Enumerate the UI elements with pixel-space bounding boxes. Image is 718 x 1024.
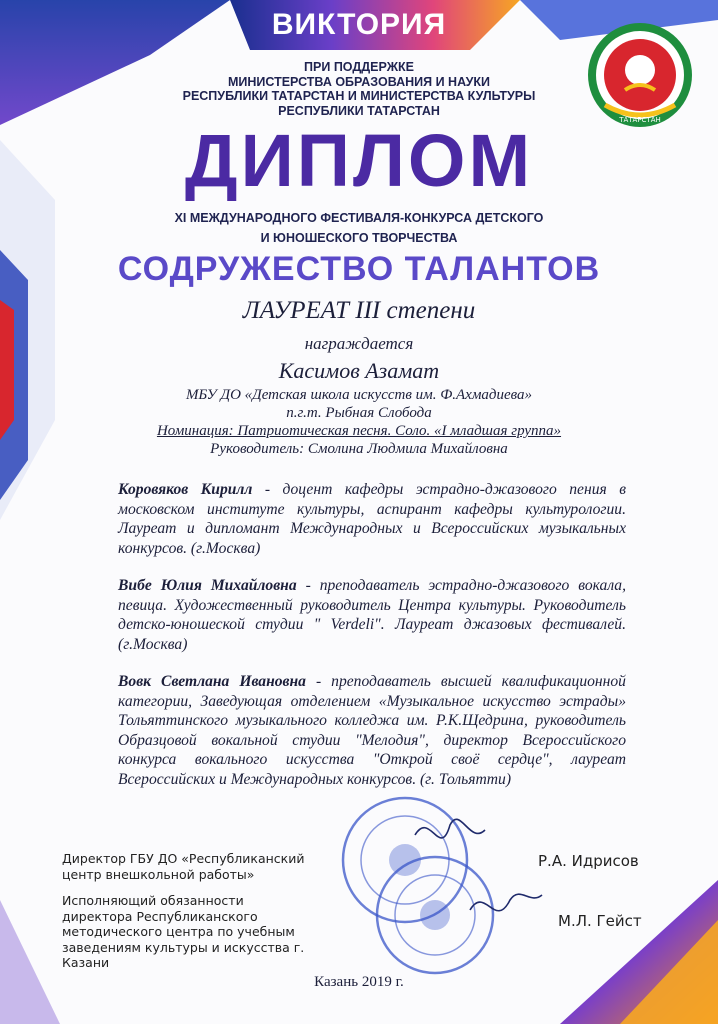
town: п.г.т. Рыбная Слобода — [286, 405, 432, 421]
festival-name: СОДРУЖЕСТВО ТАЛАНТОВ — [117, 250, 601, 288]
festival-line: XI МЕЖДУНАРОДНОГО ФЕСТИВАЛЯ-КОНКУРСА ДЕТСКОГО — [174, 211, 544, 225]
jury-bio: - преподаватель высшей квалификационной категории, Заведующая отделением «Музыкальное искусство эстрады» Тольяттинского музыкального колледжа им. Р.К.Щедрина, руководитель Образцовой вокальной студии "Мелодия", директор Всероссийского конкурса вокального искусства "Открой своё сердце", лауреат Всероссийских и Международных конкурсов. (г. Тольятти) — [118, 673, 626, 788]
diploma-title: ДИПЛОМ — [184, 119, 534, 202]
support-line: РЕСПУБЛИКИ ТАТАРСТАН — [278, 103, 440, 118]
jury-bio: - преподаватель эстрадно-джазового вокала, певица. Художественный руководитель Центра культуры. Руководитель детско-юношеской студии " Verdeli". Лауреат джазовых фестивалей. (г.Москва) — [118, 577, 626, 653]
official-stamps — [320, 790, 550, 980]
place-year: Казань 2019 г. — [314, 974, 404, 990]
support-line: ПРИ ПОДДЕРЖКЕ — [304, 60, 414, 74]
acting-director-name: М.Л. Гейст — [558, 912, 642, 930]
recipient-name: Касимов Азамат — [278, 358, 440, 383]
signature-director — [415, 819, 485, 838]
jury-name: Вовк Светлана Ивановна — [118, 673, 306, 690]
support-line: МИНИСТЕРСТВА ОБРАЗОВАНИЯ И НАУКИ — [227, 74, 491, 89]
teacher: Руководитель: Смолина Людмила Михайловна — [210, 441, 508, 457]
director-title-line: Директор ГБУ ДО «Республиканский — [62, 851, 305, 866]
jury-member — [118, 576, 626, 654]
awarded-label: награждается — [304, 334, 414, 353]
acting-title-line: заведениям культуры и искусства г. Казани — [62, 939, 305, 970]
brand-logo: ВИКТОРИЯ — [271, 8, 447, 41]
acting-director-title — [62, 893, 342, 971]
support-line: РЕСПУБЛИКИ ТАТАРСТАН И МИНИСТЕРСТВА КУЛЬТУРЫ — [182, 89, 536, 103]
jury-bio: - доцент кафедры эстрадно-джазового пения в московском институте культуры, аспирант кафедры культурологии. Лауреат и дипломант Международных и Всероссийских музыкальных конкурсов. (г.Москва) — [118, 481, 626, 557]
jury-member — [118, 480, 626, 558]
festival-line: И ЮНОШЕСКОГО ТВОРЧЕСТВА — [260, 231, 458, 245]
jury-member — [118, 672, 626, 789]
jury-name: Коровяков Кирилл — [118, 481, 253, 498]
acting-title-line: директора Республиканского — [62, 908, 258, 924]
acting-title-line: Исполняющий обязанности — [62, 893, 244, 908]
award-level: ЛАУРЕАТ III степени — [242, 297, 476, 324]
corner-shape-bottom-left — [0, 900, 60, 1024]
support-lines — [0, 60, 718, 118]
signature-acting — [470, 894, 542, 911]
director-title — [62, 851, 322, 882]
director-name: Р.А. Идрисов — [538, 852, 639, 870]
nomination: Номинация: Патриотическая песня. Соло. «I младшая группа» — [156, 423, 562, 439]
director-title-line: центр внешкольной работы» — [62, 866, 255, 882]
emblem-label: ТАТАРСТАН — [619, 116, 661, 124]
jury-name: Вибе Юлия Михайловна — [118, 577, 297, 594]
institution: МБУ ДО «Детская школа искусств им. Ф.Ахмадиева» — [185, 387, 533, 403]
festival-description — [0, 208, 718, 248]
acting-title-line: методического центра по учебным — [62, 924, 295, 939]
